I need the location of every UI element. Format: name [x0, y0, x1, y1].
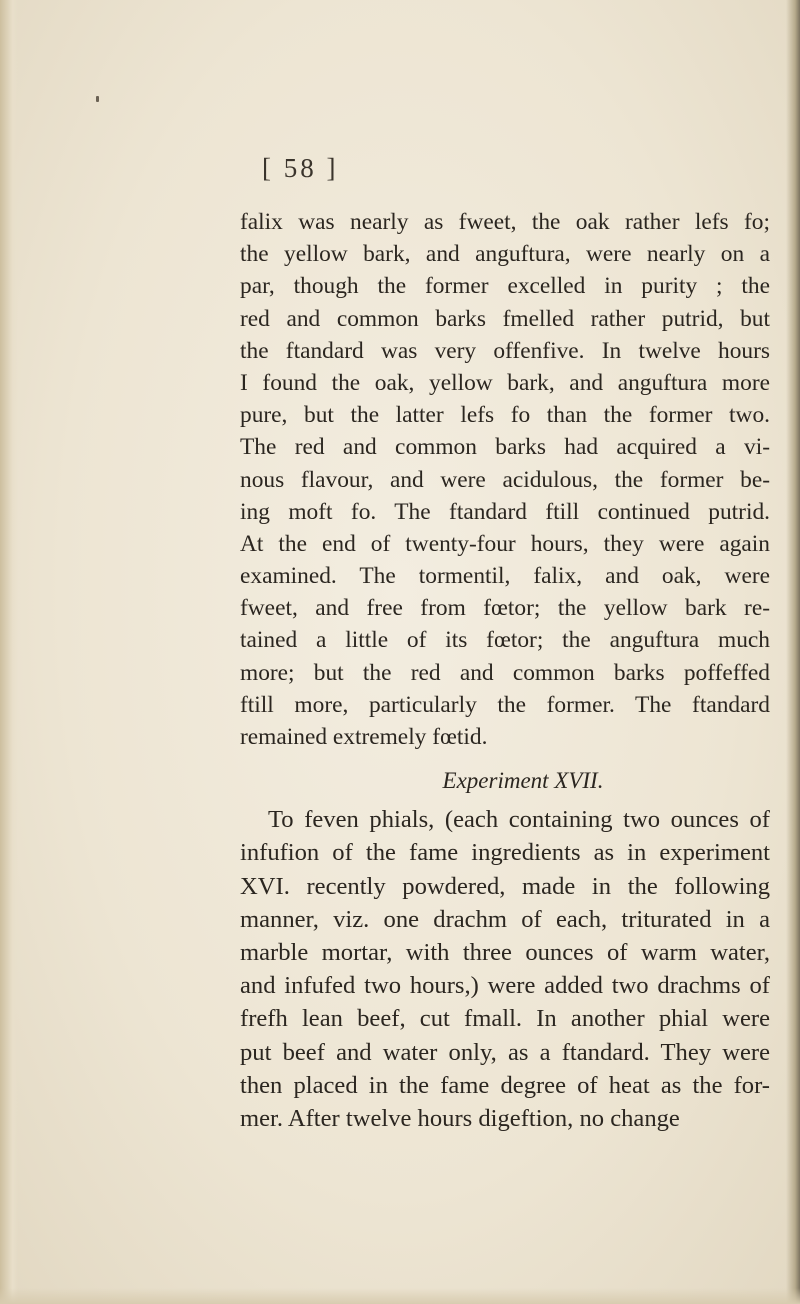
text-line: par, though the former excelled in purity ; the: [240, 273, 770, 300]
text-line: manner, viz. one drachm of each, triturated in a: [240, 905, 770, 933]
section-heading: Experiment XVII.: [442, 768, 604, 794]
paragraph-2: [240, 803, 770, 1135]
text-line: XVI. recently powdered, made in the following: [240, 872, 770, 900]
text-line: I found the oak, yellow bark, and anguftura more: [240, 369, 770, 396]
body-text: [240, 206, 770, 1135]
text-line: At the end of twenty-four hours, they were again: [240, 530, 770, 557]
text-line: nous flavour, and were acidulous, the former be-: [240, 466, 770, 493]
page-bottom-shadow: [0, 1288, 800, 1304]
text-line: pure, but the latter lefs fo than the former two.: [240, 402, 770, 429]
page-number: [ 58 ]: [262, 153, 339, 183]
text-line: infufion of the fame ingredients as in experiment: [240, 839, 770, 867]
paragraph-1: [240, 206, 770, 753]
text-line: marble mortar, with three ounces of warm water,: [240, 938, 770, 966]
text-line: the yellow bark, and anguftura, were nearly on a: [240, 241, 770, 268]
text-line: mer. After twelve hours digeftion, no change: [240, 1104, 680, 1132]
text-line: red and common barks fmelled rather putrid, but: [240, 305, 770, 332]
text-line: more; but the red and common barks poffeffed: [240, 659, 770, 686]
text-line: the ftandard was very offenfive. In twelve hours: [240, 337, 770, 364]
text-line: falix was nearly as fweet, the oak rather lefs fo;: [240, 209, 770, 235]
text-line: fweet, and free from fœtor; the yellow bark re-: [240, 595, 770, 622]
text-line: The red and common barks had acquired a vi-: [240, 434, 770, 461]
text-line: and infufed two hours,) were added two drachms of: [240, 972, 770, 1000]
text-line: ing moft fo. The ftandard ftill continued putrid.: [240, 498, 770, 525]
text-line: ftill more, particularly the former. The ftandard: [240, 691, 770, 718]
text-line: remained extremely fœtid.: [240, 724, 488, 750]
text-line: put beef and water only, as a ftandard. They were: [240, 1038, 770, 1066]
page-gutter-shadow: [0, 0, 18, 1304]
text-line: tained a little of its fœtor; the anguftura much: [240, 627, 770, 654]
text-line: To feven phials, (each containing two ounces of: [268, 806, 770, 834]
page-edge-shadow: [786, 0, 800, 1304]
ink-speck: [96, 96, 99, 102]
text-line: examined. The tormentil, falix, and oak, were: [240, 563, 770, 590]
text-line: frefh lean beef, cut fmall. In another phial were: [240, 1005, 770, 1033]
text-line: then placed in the fame degree of heat as the for-: [240, 1071, 770, 1099]
